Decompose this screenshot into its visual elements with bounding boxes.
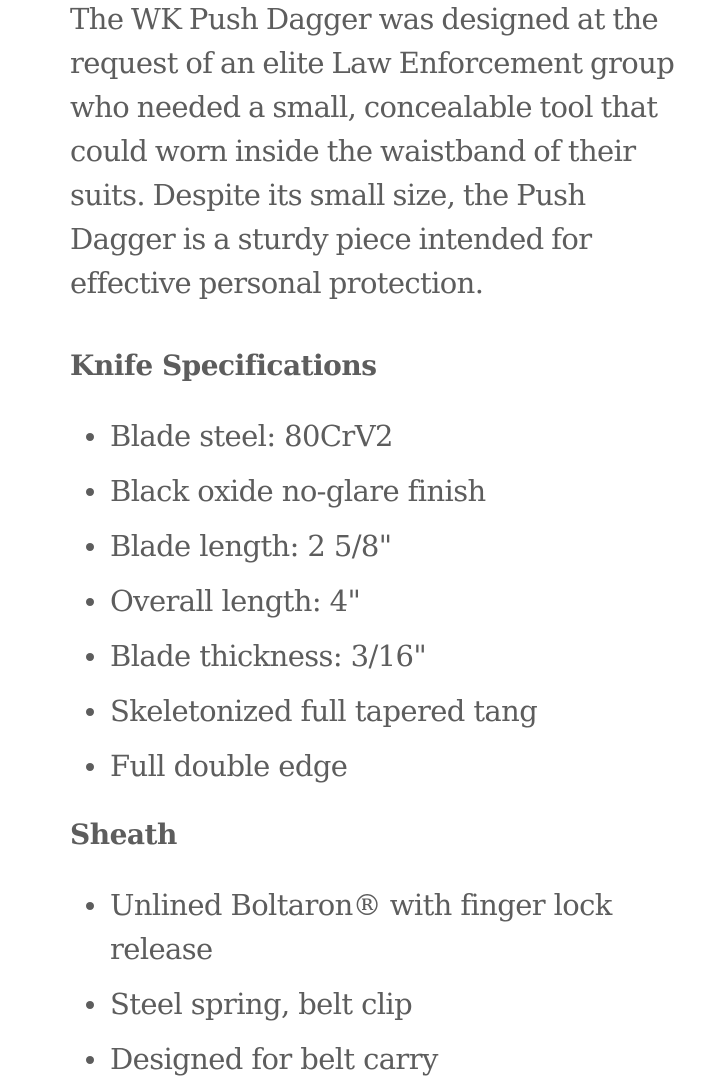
knife-specifications-heading: Knife Specifications: [70, 349, 377, 382]
bullet-icon: [86, 902, 94, 910]
list-item: [70, 634, 690, 678]
list-item-text: Designed for belt carry: [110, 1042, 438, 1076]
bullet-icon: [86, 543, 94, 551]
list-item: [70, 414, 690, 458]
list-item-text: Unlined Boltaron® with finger lock release: [110, 888, 612, 966]
bullet-icon: [86, 653, 94, 661]
bullet-icon: [86, 433, 94, 441]
bullet-icon: [86, 763, 94, 771]
bullet-icon: [86, 1001, 94, 1009]
list-item-text: Blade thickness: 3/16": [110, 639, 427, 673]
list-item: [70, 689, 690, 733]
list-item: [70, 744, 690, 788]
list-item-text: Steel spring, belt clip: [110, 987, 413, 1021]
list-item: [70, 982, 690, 1026]
list-item: [70, 469, 690, 513]
product-description: [70, 0, 690, 1092]
list-item: [70, 524, 690, 568]
list-item-text: Full double edge: [110, 749, 348, 783]
bullet-icon: [86, 708, 94, 716]
list-item-text: Overall length: 4": [110, 584, 361, 618]
list-item: [70, 883, 690, 971]
list-item-text: Blade length: 2 5/8": [110, 529, 392, 563]
list-item-text: Blade steel: 80CrV2: [110, 419, 393, 453]
intro-paragraph: The WK Push Dagger was designed at the request of an elite Law Enforcement group who needed a small, concealable tool that could worn inside the waistband of their suits. Despite its small size, the Push Dagger is a sturdy piece intended for effective personal protection.: [70, 2, 675, 300]
list-item-text: Skeletonized full tapered tang: [110, 694, 538, 728]
knife-specifications-list: [70, 414, 690, 788]
list-item: [70, 579, 690, 623]
bullet-icon: [86, 488, 94, 496]
sheath-heading: Sheath: [70, 818, 177, 851]
bullet-icon: [86, 1056, 94, 1064]
list-item: [70, 1037, 690, 1081]
sheath-list: [70, 883, 690, 1081]
bullet-icon: [86, 598, 94, 606]
list-item-text: Black oxide no-glare finish: [110, 474, 486, 508]
